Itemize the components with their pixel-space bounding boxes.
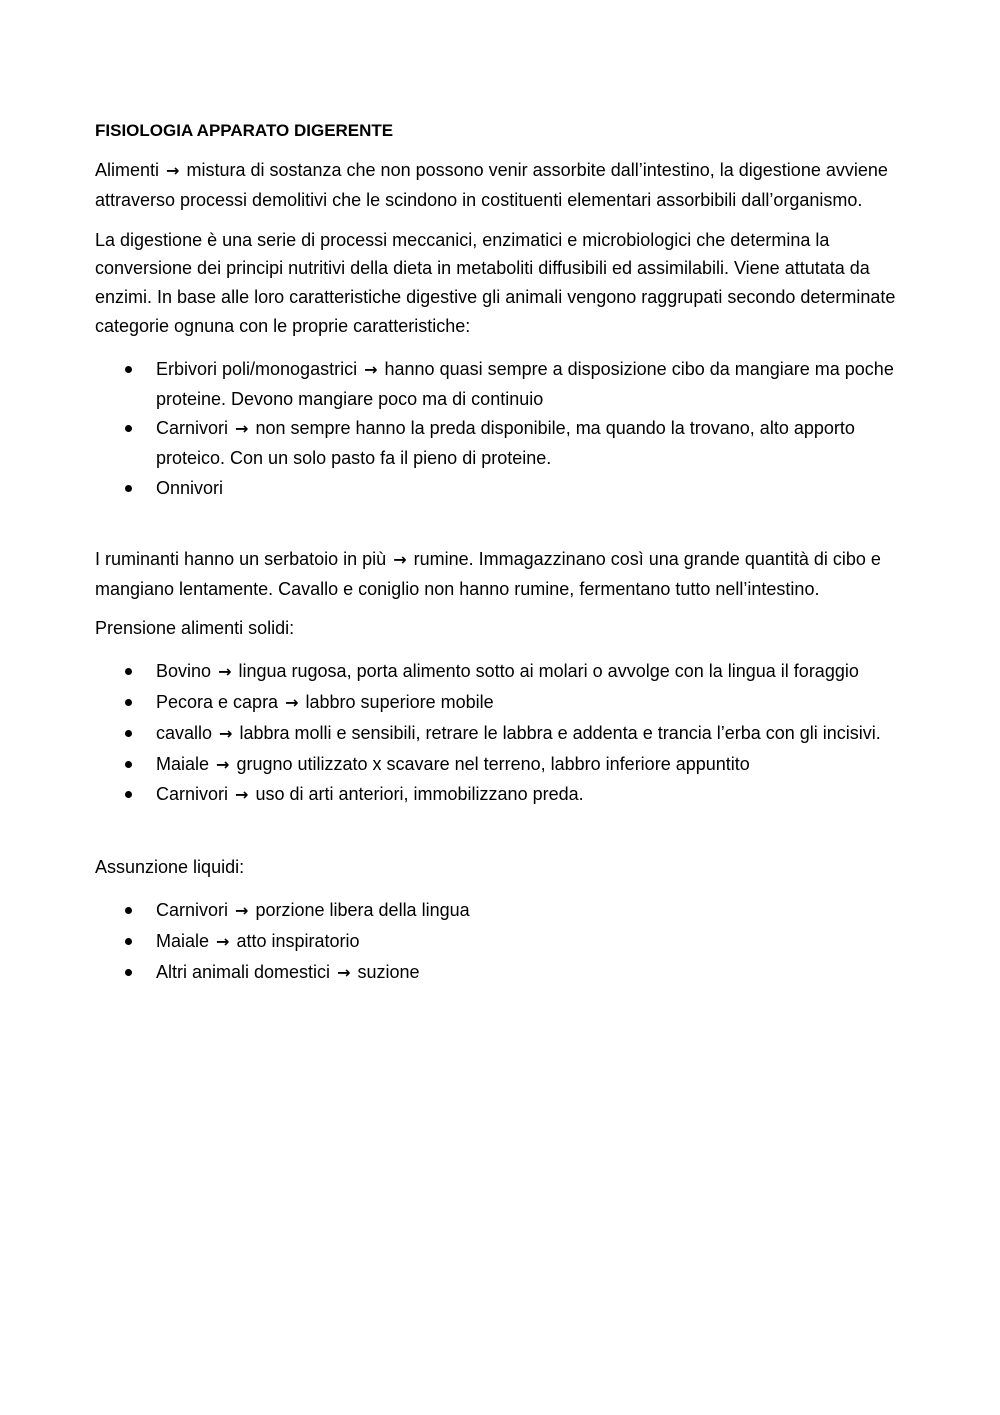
ruminanti-term: I ruminanti hanno un serbatoio in più: [95, 548, 387, 569]
arrow-right-icon: →: [337, 962, 351, 982]
liquidi-list: [95, 896, 905, 987]
document-page: [95, 118, 905, 988]
list-item: [95, 927, 905, 957]
bullet-icon: [124, 657, 134, 686]
categorie-list: [95, 355, 905, 503]
item-term: Onnivori: [156, 477, 224, 498]
item-text: labbra molli e sensibili, retrare le labbra e addenta e trancia l’erba con gli incisivi.: [239, 722, 881, 743]
item-term: Maiale: [156, 753, 210, 774]
arrow-right-icon: →: [393, 549, 407, 569]
item-text: suzione: [357, 961, 420, 982]
intro-paragraph: [95, 156, 905, 215]
arrow-right-icon: →: [219, 723, 233, 743]
arrow-right-icon: →: [218, 662, 232, 682]
digestione-paragraph: La digestione è una serie di processi meccanici, enzimatici e microbiologici che determina la conversione dei principi nutritivi della dieta in metaboliti diffusibili ed assimilabili. Viene attutata da enzimi. In base alle loro caratteristiche digestive gli animali vengono raggrupati secondo determinate categorie ognuna con le proprie caratteristiche:: [95, 229, 896, 336]
list-item: [95, 474, 905, 503]
item-text: uso di arti anteriori, immobilizzano preda.: [255, 784, 584, 805]
list-item: [95, 414, 905, 473]
item-text: labbro superiore mobile: [305, 691, 494, 712]
item-term: Erbivori poli/monogastrici: [156, 358, 358, 379]
item-term: Carnivori: [156, 418, 229, 439]
item-text: hanno quasi sempre a disposizione cibo da mangiare ma poche proteine. Devono mangiare poco ma di continuio: [156, 358, 894, 409]
arrow-right-icon: →: [216, 931, 230, 951]
bullet-icon: [124, 688, 134, 717]
item-text: grugno utilizzato x scavare nel terreno, labbro inferiore appuntito: [236, 753, 750, 774]
list-item: [95, 750, 905, 780]
liquidi-heading: Assunzione liquidi:: [95, 857, 245, 878]
item-text: lingua rugosa, porta alimento sotto ai molari o avvolge con la lingua il foraggio: [238, 661, 859, 682]
arrow-right-icon: →: [166, 161, 180, 180]
arrow-right-icon: →: [285, 692, 299, 712]
bullet-icon: [124, 927, 134, 956]
prensione-list: [95, 657, 905, 810]
ruminanti-paragraph: [95, 545, 905, 604]
bullet-icon: [124, 355, 134, 384]
arrow-right-icon: →: [216, 754, 230, 774]
item-text: non sempre hanno la preda disponibile, ma quando la trovano, alto apporto proteico. Con un solo pasto fa il pieno di proteine.: [156, 418, 855, 469]
list-item: [95, 780, 905, 810]
arrow-right-icon: →: [364, 359, 378, 379]
bullet-icon: [124, 958, 134, 987]
document-title: FISIOLOGIA APPARATO DIGERENTE: [95, 121, 394, 140]
item-term: Maiale: [156, 930, 210, 951]
item-text: atto inspiratorio: [236, 930, 360, 951]
item-term: Carnivori: [156, 899, 229, 920]
spacer: [95, 504, 905, 545]
bullet-icon: [124, 896, 134, 925]
intro-text: mistura di sostanza che non possono venir assorbite dall’intestino, la digestione avviene attraverso processi demolitivi che le scindono in costituenti elementari assorbibili dall’organismo.: [95, 160, 888, 210]
bullet-icon: [124, 414, 134, 443]
item-text: porzione libera della lingua: [255, 899, 470, 920]
item-term: cavallo: [156, 722, 213, 743]
ruminanti-text: rumine. Immagazzinano così una grande quantità di cibo e mangiano lentamente. Cavallo e coniglio non hanno rumine, fermentano tutto nell’intestino.: [95, 548, 881, 599]
list-item: [95, 719, 905, 749]
arrow-right-icon: →: [235, 419, 249, 439]
bullet-icon: [124, 719, 134, 748]
bullet-icon: [124, 474, 134, 503]
arrow-right-icon: →: [235, 785, 249, 805]
bullet-icon: [124, 780, 134, 809]
arrow-right-icon: →: [235, 900, 249, 920]
list-item: [95, 355, 905, 414]
list-item: [95, 657, 905, 687]
list-item: [95, 896, 905, 926]
item-term: Carnivori: [156, 784, 229, 805]
bullet-icon: [124, 750, 134, 779]
list-item: [95, 688, 905, 718]
item-term: Altri animali domestici: [156, 961, 331, 982]
list-item: [95, 958, 905, 988]
spacer: [95, 811, 905, 853]
item-term: Bovino: [156, 661, 212, 682]
intro-term: Alimenti: [95, 160, 160, 180]
prensione-heading: Prensione alimenti solidi:: [95, 618, 295, 639]
item-term: Pecora e capra: [156, 691, 279, 712]
